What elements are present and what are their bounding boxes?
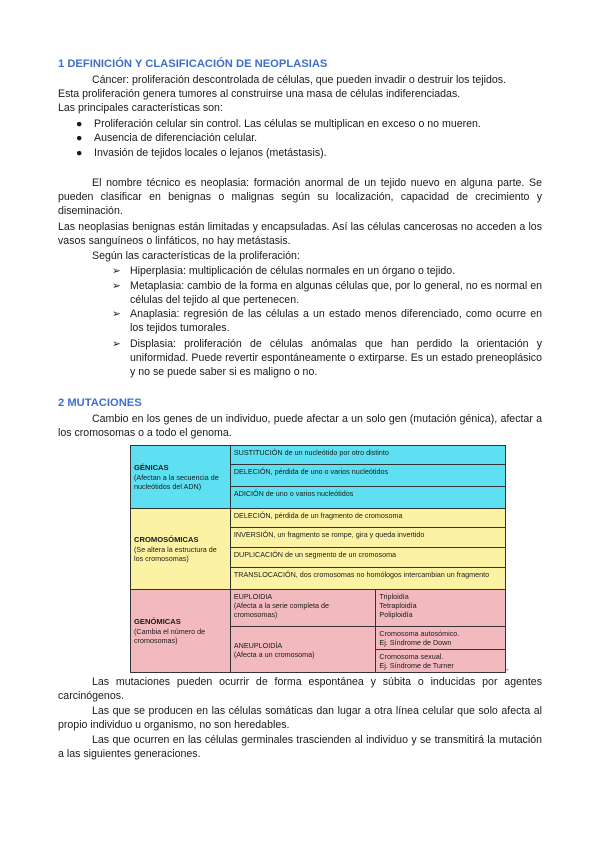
section-2-heading: 2 MUTACIONES xyxy=(58,397,142,409)
bullet-icon: ● xyxy=(76,132,83,144)
neoplasia-paragraph: El nombre técnico es neoplasia: formación anormal de un tejido nuevo en alguna parte. Se pueden clasificar en benignas o malignas según su localización, capacidad de crecimiento y diseminación. xyxy=(58,177,542,217)
sexual-cell: Cromosoma sexual. Ej. Síndrome de Turner xyxy=(376,650,506,673)
definition-line-1: Cáncer: proliferación descontrolada de células, que pueden invadir o destruir los tejidos. xyxy=(92,74,506,86)
arrow-item xyxy=(112,307,542,335)
arrow-icon: ➢ xyxy=(112,338,121,350)
mutations-table xyxy=(130,445,506,673)
table-row: SUSTITUCIÓN de un nucleótido por otro distinto xyxy=(230,446,505,465)
autosomico-cell: Cromosoma autosómico. Ej. Síndrome de Down xyxy=(376,627,506,650)
category-desc: (Afectan a la secuencia de nucleótidos del ADN) xyxy=(134,473,219,491)
definition-line-2: Esta proliferación genera tumores al construirse una masa de células indiferenciadas. xyxy=(58,88,461,100)
mutaciones-paragraph-3: Las que ocurren en las células germinales trascienden al individuo y se transmitirá la mutación a las siguientes generaciones. xyxy=(58,734,542,760)
mutaciones-intro: Cambio en los genes de un individuo, puede afectar a un solo gen (mutación génica), afectar a los cromosomas o a todo el genoma. xyxy=(58,413,542,439)
arrow-item xyxy=(112,279,542,307)
arrow-item xyxy=(112,337,542,379)
benignas-paragraph: Las neoplasias benignas están limitadas y encapsuladas. Así las células cancerosas no acceden a los vasos sanguíneos o linfáticos, no hay metástasis. xyxy=(58,221,542,247)
arrow-icon: ➢ xyxy=(112,308,121,320)
genicas-category xyxy=(131,446,231,509)
table-mark: - xyxy=(506,665,509,674)
aneuploidia-cell: ANEUPLOIDÍA (Afecta a un cromosoma) xyxy=(230,627,376,673)
category-desc: (Cambia el número de cromosomas) xyxy=(134,627,206,645)
arrow-text: Metaplasia: cambio de la forma en algunas células que, por lo general, no es normal en células del tejido al que pertenecen. xyxy=(130,280,542,306)
cromosomicas-category xyxy=(131,509,231,590)
bullet-icon: ● xyxy=(76,118,83,130)
bullet-text: Ausencia de diferenciación celular. xyxy=(94,132,258,144)
euploidia-types-cell: Triploidía Tetraploidía Poliploidía xyxy=(376,590,506,627)
arrow-text: Anaplasia: regresión de las células a un estado menos diferenciado, como ocurre en los tejidos tumorales. xyxy=(130,308,542,334)
proliferacion-intro: Según las características de la proliferación: xyxy=(92,250,300,262)
table-row: INVERSIÓN, un fragmento se rompe, gira y queda invertido xyxy=(230,528,505,548)
arrow-text: Displasia: proliferación de células anómalas que han perdido la orientación y uniformidad. Puede revertir espontáneamente o extirparse. Es un estado preneoplásico y no se puede saber si es maligno o no. xyxy=(130,338,542,378)
table-row: TRANSLOCACIÓN, dos cromosomas no homólogos intercambian un fragmento xyxy=(230,568,505,590)
table-row: DELECIÓN, pérdida de uno o varios nucleótidos xyxy=(230,465,505,487)
table-row: DELECIÓN, pérdida de un fragmento de cromosoma xyxy=(230,509,505,528)
category-title: CROMOSÓMICAS xyxy=(134,535,199,544)
euploidia-cell: EUPLOIDIA (Afecta a la serie completa de cromosomas) xyxy=(230,590,376,627)
bullet-icon: ● xyxy=(76,147,83,159)
arrow-text: Hiperplasia: multiplicación de células normales en un órgano o tejido. xyxy=(130,265,456,277)
category-title: GENÓMICAS xyxy=(134,617,181,626)
genomicas-category xyxy=(131,590,231,673)
table-row: DUPLICACIÓN de un segmento de un cromosoma xyxy=(230,548,505,568)
mutaciones-paragraph-1: Las mutaciones pueden ocurrir de forma espontánea y súbita o inducidas por agentes carcinógenos. xyxy=(58,676,542,702)
table-row: ADICIÓN de uno o varios nucleótidos xyxy=(230,487,505,509)
arrow-item xyxy=(112,264,542,278)
category-desc: (Se altera la estructura de los cromosomas) xyxy=(134,545,217,563)
category-title: GÉNICAS xyxy=(134,463,169,472)
mutaciones-paragraph-2: Las que se producen en las células somáticas dan lugar a otra línea celular que solo afecta al propio individuo u organismo, no son heredables. xyxy=(58,705,542,731)
definition-line-3: Las principales características son: xyxy=(58,102,223,114)
section-1-heading: 1 DEFINICIÓN Y CLASIFICACIÓN DE NEOPLASIAS xyxy=(58,58,328,70)
bullet-text: Invasión de tejidos locales o lejanos (metástasis). xyxy=(94,147,327,159)
bullet-text: Proliferación celular sin control. Las células se multiplican en exceso o no mueren. xyxy=(94,118,481,130)
arrow-icon: ➢ xyxy=(112,280,121,292)
arrow-icon: ➢ xyxy=(112,265,121,277)
